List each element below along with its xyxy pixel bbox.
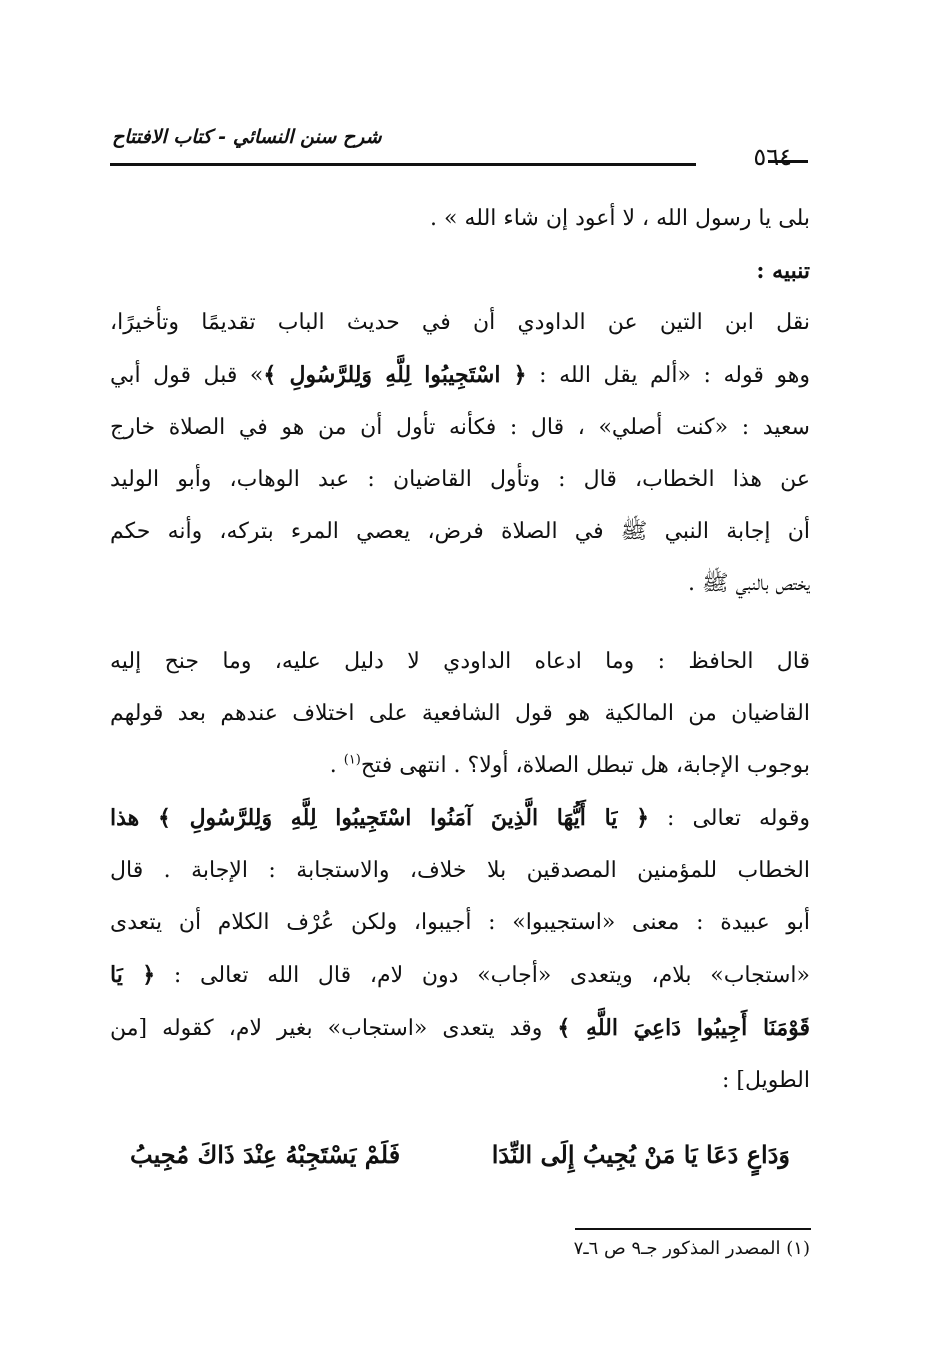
paragraph bbox=[110, 636, 810, 792]
text-line: أبو عبيدة : معنى «استجيبوا» : أجيبوا، ولكن عُرْف الكلام أن يتعدى bbox=[110, 910, 810, 935]
header-rule bbox=[110, 163, 696, 166]
footnote-ref[interactable]: (١) bbox=[343, 752, 361, 768]
text-run: هذا bbox=[110, 805, 158, 831]
text-line: قال الحافظ : وما ادعاه الداودي لا دليل عليه، وما جنح إليه bbox=[110, 649, 810, 674]
text-run: «استجاب» بلام، ويتعدى «أجاب» دون لام، قال الله تعالى : bbox=[155, 963, 810, 988]
quran-quote: قَوْمَنَا أَجِيبُوا دَاعِيَ اللَّهِ ﴾ bbox=[557, 1015, 810, 1041]
text-run: وقد يتعدى «استجاب» بغير لام، كقوله [من bbox=[110, 1016, 558, 1041]
section-heading: تنبيه : bbox=[756, 258, 810, 284]
text-run: » قبل قول أبي bbox=[110, 363, 264, 388]
text-run: . bbox=[329, 753, 344, 778]
text-line bbox=[110, 349, 810, 402]
text-line: سعيد : «كنت أصلي» ، قال : فكأنه تأول أن من هو في الصلاة خارج bbox=[110, 415, 810, 440]
verse-second-hemistich: فَلَمْ يَسْتَجِبْهُ عِنْدَ ذَاكَ مُجِيبُ bbox=[130, 1140, 401, 1169]
paragraph-gap bbox=[110, 610, 810, 636]
text-run: بوجوب الإجابة، هل تبطل الصلاة، أولا؟ . انتهى فتح bbox=[360, 753, 810, 778]
paragraph bbox=[110, 297, 810, 610]
text-line: بلى يا رسول الله ، لا أعود إن شاء الله » . bbox=[430, 206, 810, 231]
text-line bbox=[110, 949, 810, 1002]
text-line: الطويل] : bbox=[722, 1068, 810, 1093]
running-title: شرح سنن النسائي - كتاب الافتتاح bbox=[112, 126, 382, 148]
text-line bbox=[110, 792, 810, 845]
text-run: وقوله تعالى : bbox=[648, 806, 810, 831]
text-line: عن هذا الخطاب، قال : وتأول القاضيان : عبد الوهاب، وأبو الوليد bbox=[110, 467, 810, 492]
verse-first-hemistich: وَدَاعٍ دَعَا يَا مَنْ يُجِيبُ إِلَى النِّدَا bbox=[491, 1140, 790, 1169]
text-line: القاضيان من المالكية هو قول الشافعية على اختلاف عندهم بعد قولهم bbox=[110, 701, 810, 726]
text-line bbox=[110, 740, 810, 792]
main-text bbox=[110, 193, 810, 1107]
text-line: نقل ابن التين عن الداودي أن في حديث الباب تقديمًا وتأخيرًا، bbox=[110, 310, 810, 335]
text-line: يختص بالنبي ﷺ . bbox=[688, 571, 810, 596]
page-number-dash bbox=[768, 160, 808, 163]
paragraph bbox=[110, 792, 810, 1107]
footnote-rule bbox=[575, 1228, 811, 1230]
footnote: (١) المصدر المذكور جـ٩ ص ٦ـ٧ bbox=[573, 1238, 810, 1259]
poetry-verse bbox=[130, 1140, 790, 1190]
page-number: ٥٦٤ bbox=[753, 143, 792, 171]
text-line: أن إجابة النبي ﷺ في الصلاة فرض، يعصي المرء بتركه، وأنه حكم bbox=[110, 519, 810, 544]
text-line bbox=[110, 1002, 810, 1055]
quran-quote: ﴿ يَا bbox=[110, 962, 156, 988]
text-line: الخطاب للمؤمنين المصدقين بلا خلاف، والاستجابة : الإجابة . قال bbox=[110, 858, 810, 883]
quran-quote: ﴿ يَا أَيُّهَا الَّذِينَ آمَنُوا اسْتَجِيبُوا لِلَّهِ وَلِلرَّسُولِ ﴾ bbox=[157, 805, 649, 831]
quran-quote: ﴿ اسْتَجِيبُوا لِلَّهِ وَلِلرَّسُولِ ﴾ bbox=[263, 362, 527, 388]
text-run: وهو قوله : «ألم يقل الله : bbox=[526, 363, 810, 388]
